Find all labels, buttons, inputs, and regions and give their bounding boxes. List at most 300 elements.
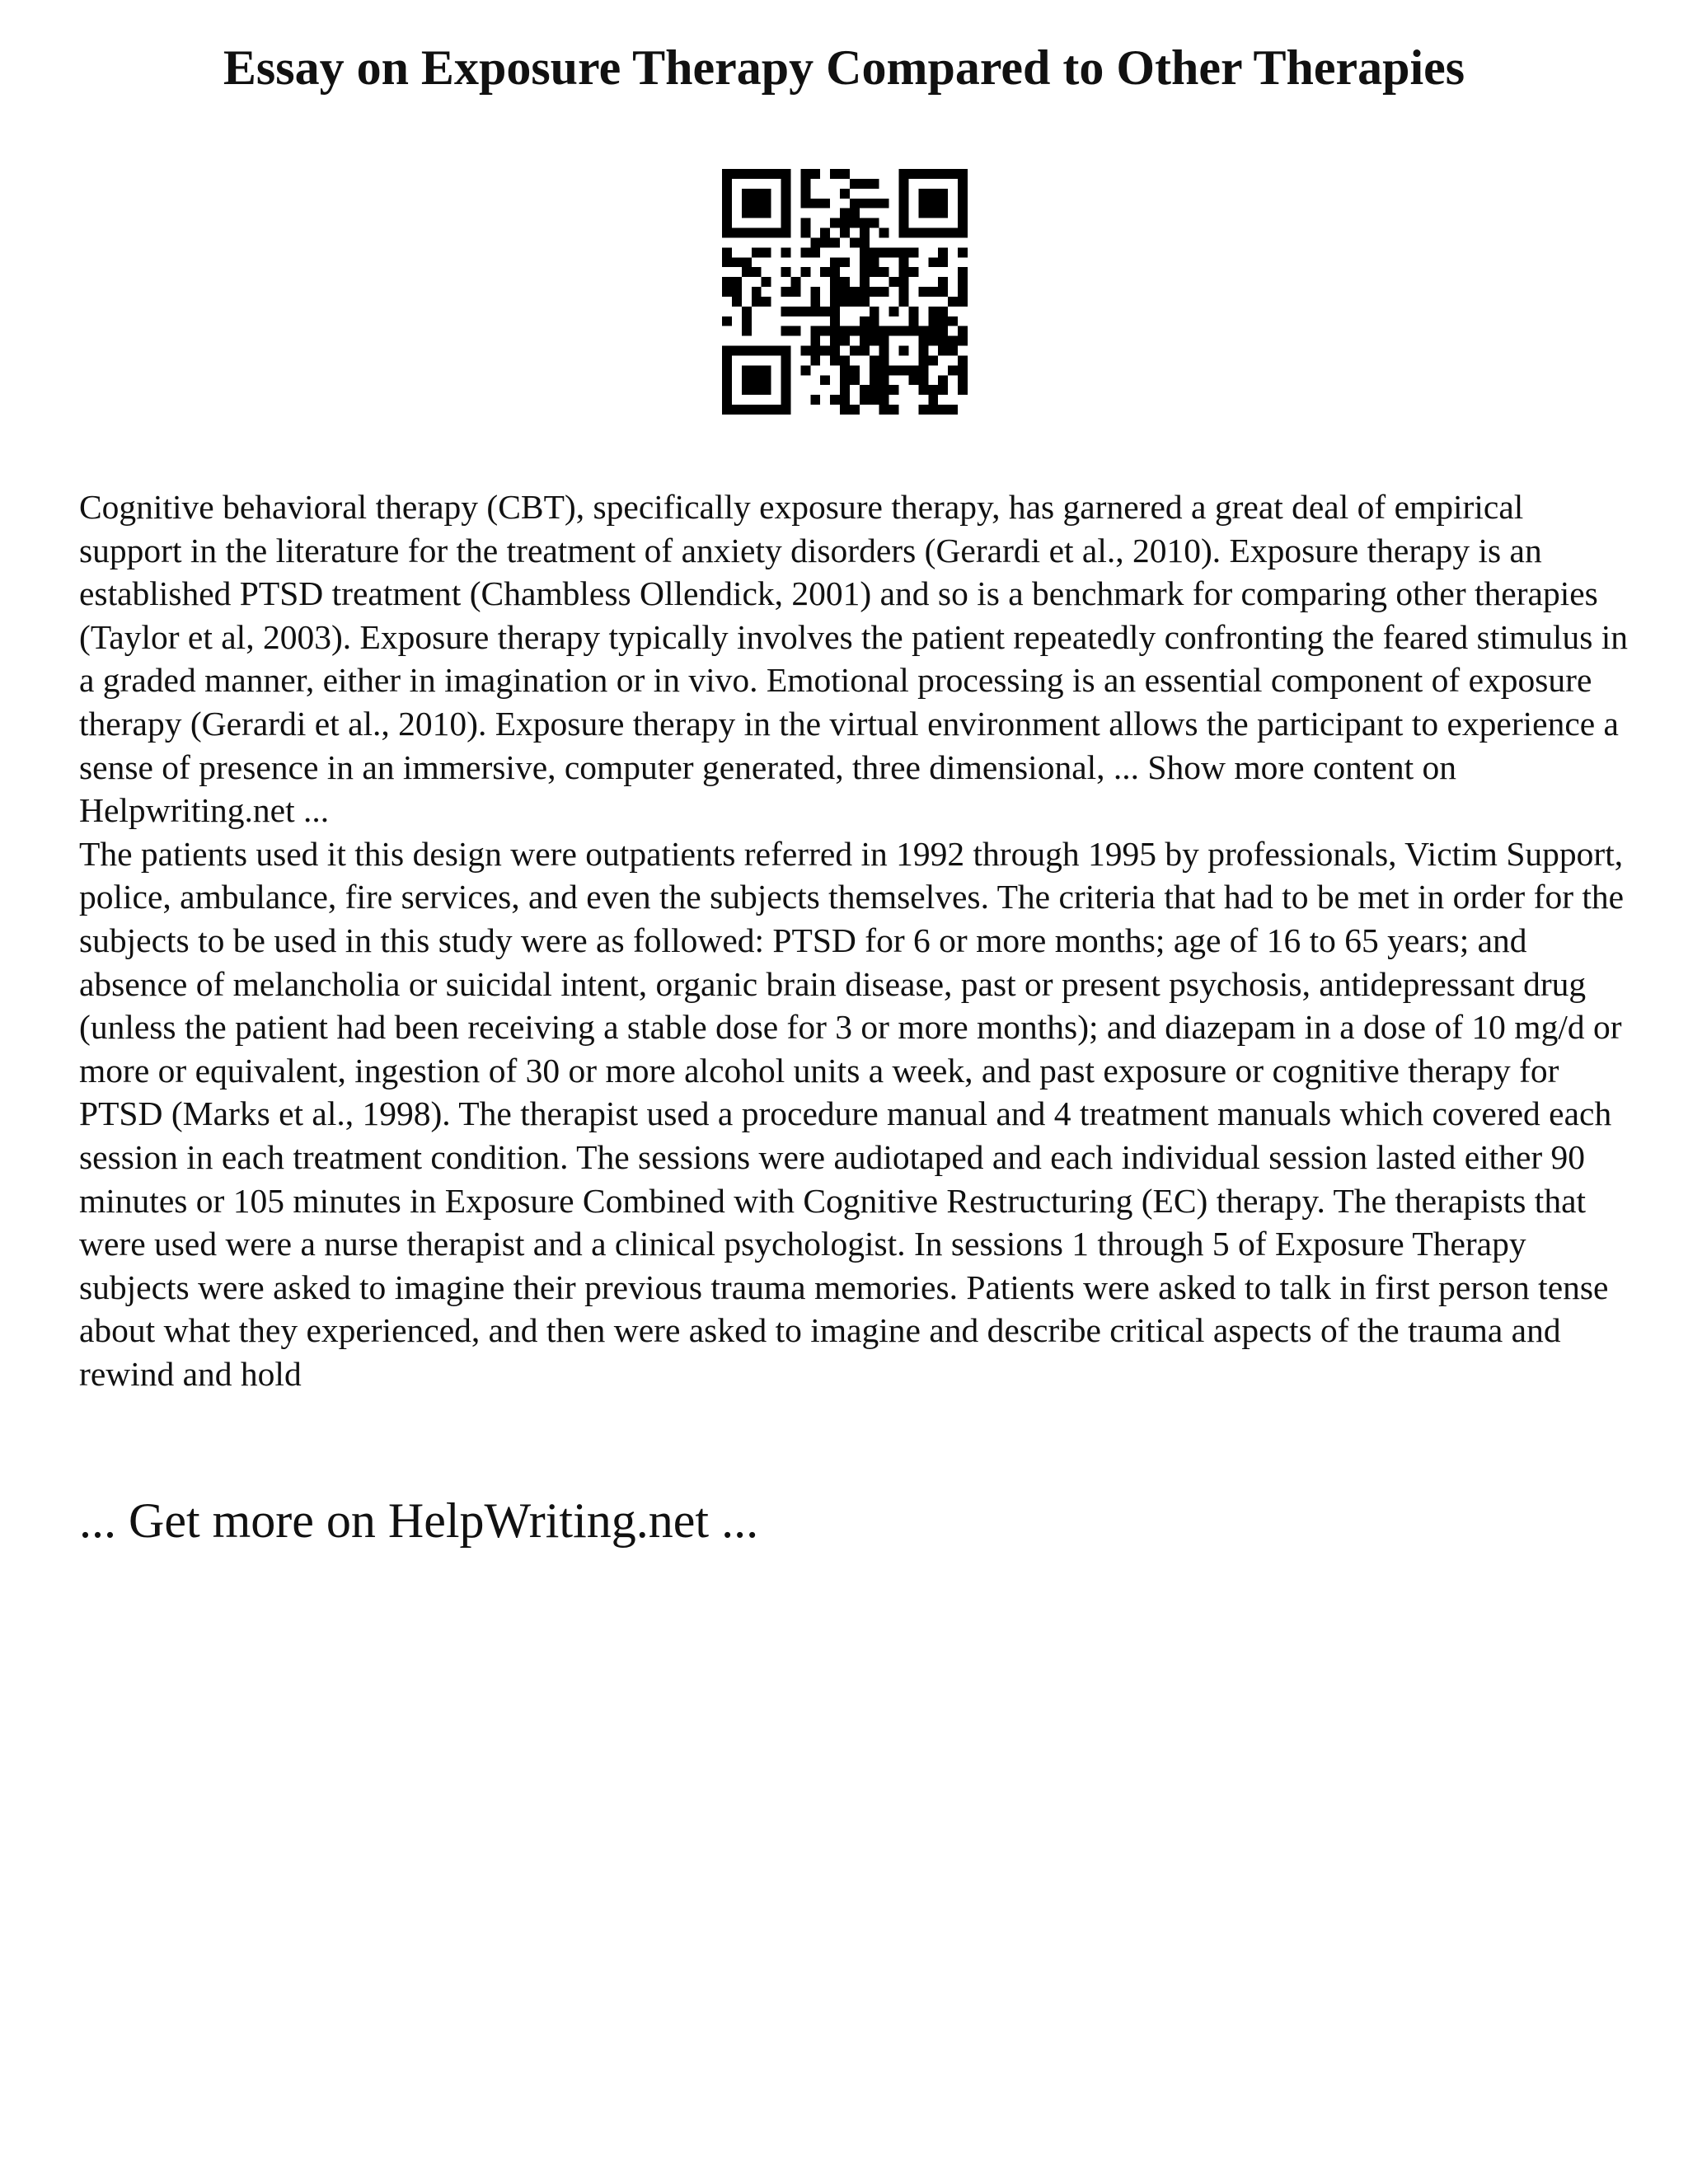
qr-module [810,169,820,179]
qr-module [722,228,732,238]
qr-module [928,385,938,395]
qr-module [830,307,840,316]
qr-module [781,267,791,277]
qr-module [918,169,928,179]
qr-module [928,209,938,218]
qr-module [908,267,918,277]
qr-module [732,169,742,179]
qr-module [928,316,938,326]
qr-module [938,228,948,238]
qr-module [958,169,968,179]
qr-module [781,199,791,209]
qr-module [938,307,948,316]
qr-module [908,247,918,257]
qr-module [899,247,909,257]
qr-module [820,375,830,385]
qr-module [860,218,870,228]
qr-module [928,189,938,199]
qr-module [722,375,732,385]
qr-module [820,228,830,238]
qr-module [850,297,860,307]
qr-module [790,307,800,316]
qr-module [889,247,899,257]
qr-module [899,209,909,218]
qr-module [840,375,850,385]
qr-module [958,297,968,307]
qr-module [830,297,840,307]
qr-module [722,277,732,287]
qr-module [908,375,918,385]
qr-module [899,346,909,356]
qr-module [722,189,732,199]
qr-module [752,405,762,415]
qr-module [810,297,820,307]
qr-module [938,336,948,346]
qr-module [742,375,752,385]
qr-module [860,228,870,238]
qr-module [830,218,840,228]
qr-module [781,179,791,189]
qr-module [860,326,870,336]
qr-module [820,267,830,277]
qr-module [732,287,742,297]
qr-module [771,405,781,415]
qr-module [752,199,762,209]
qr-module [820,326,830,336]
qr-module [742,257,752,267]
qr-module [958,199,968,209]
qr-module [948,336,958,346]
qr-module [742,326,752,336]
qr-module [879,375,889,385]
qr-module [762,199,771,209]
qr-module [830,395,840,405]
qr-module [752,297,762,307]
qr-module [889,385,899,395]
qr-module [762,169,771,179]
qr-module [781,189,791,199]
qr-module [732,297,742,307]
qr-module [899,228,909,238]
qr-module [958,179,968,189]
qr-module [879,199,889,209]
qr-module [762,365,771,375]
qr-module [879,346,889,356]
qr-module [830,277,840,287]
qr-module [958,287,968,297]
qr-module [752,189,762,199]
qr-module [762,209,771,218]
qr-module [722,385,732,395]
qr-module [722,405,732,415]
qr-module [938,189,948,199]
qr-module [800,365,810,375]
qr-module [781,307,791,316]
qr-module [850,346,860,356]
qr-module [850,326,860,336]
document-title: Essay on Exposure Therapy Compared to Other Therapies [223,40,1465,95]
qr-module [928,336,938,346]
qr-module [732,405,742,415]
qr-module [840,385,850,395]
qr-module [742,307,752,316]
qr-module [958,247,968,257]
qr-module [800,189,810,199]
qr-module [860,297,870,307]
qr-module [781,287,791,297]
qr-module [752,385,762,395]
qr-module [722,247,732,257]
qr-module [860,316,870,326]
qr-module [948,346,958,356]
qr-module [899,179,909,189]
qr-module [840,365,850,375]
qr-module [918,228,928,238]
qr-module [781,365,791,375]
qr-module [762,405,771,415]
qr-module [722,287,732,297]
qr-module [722,199,732,209]
qr-module [928,228,938,238]
qr-module [840,395,850,405]
qr-module [928,395,938,405]
qr-module [752,287,762,297]
qr-module [948,316,958,326]
qr-module [850,179,860,189]
qr-module [810,346,820,356]
qr-module [918,405,928,415]
qr-module [908,316,918,326]
qr-module [742,199,752,209]
qr-module [840,326,850,336]
qr-module [938,316,948,326]
qr-module [790,277,800,287]
qr-module [870,326,879,336]
qr-module [840,169,850,179]
qr-module [820,237,830,247]
qr-module [860,179,870,189]
qr-module [752,267,762,277]
qr-module [958,336,968,346]
qr-module [830,346,840,356]
qr-module [810,247,820,257]
qr-module [908,169,918,179]
qr-module [908,307,918,316]
qr-module [742,365,752,375]
qr-module [840,297,850,307]
qr-module [840,287,850,297]
qr-module [781,395,791,405]
qr-module [899,267,909,277]
qr-code-icon[interactable] [722,169,968,415]
qr-module [860,257,870,267]
qr-module [840,228,850,238]
qr-module [800,218,810,228]
qr-module [908,365,918,375]
qr-module [830,326,840,336]
qr-module [830,355,840,365]
qr-module [840,218,850,228]
qr-module [928,199,938,209]
get-more-link[interactable]: ... Get more on HelpWriting.net ... [79,1493,759,1548]
qr-module [752,247,762,257]
qr-module [918,375,928,385]
qr-module [938,209,948,218]
qr-module [830,287,840,297]
qr-module [938,287,948,297]
qr-module [722,395,732,405]
qr-module [938,346,948,356]
qr-module [732,257,742,267]
qr-module [722,355,732,365]
qr-module [870,385,879,395]
qr-module [840,355,850,365]
qr-module [860,346,870,356]
qr-module [762,228,771,238]
qr-module [771,228,781,238]
qr-module [781,326,791,336]
qr-module [762,277,771,287]
qr-module [810,307,820,316]
qr-module [762,297,771,307]
paragraph-1: Cognitive behavioral therapy (CBT), specifically exposure therapy, has garnered a great deal of empirical support in the literature for the treatment of anxiety disorders (Gerardi et al., 2010). Exposure therapy is an established PTSD treatment (Chambless Ollendick, 2001) and so is a benchmark for comparing other therapies (Taylor et al, 2003). Exposure therapy typically involves the patient repeatedly confronting the feared stimulus in a graded manner, either in imagination or in vivo. Emotional processing is an essential component of exposure therapy (Gerardi et al., 2010). Exposure therapy in the virtual environment allows the participant to experience a sense of presence in an immersive, computer generated, three dimensional, ... Show more content on Helpwriting.net ... [79,488,1629,830]
qr-module [899,297,909,307]
paragraph-2: The patients used it this design were outpatients referred in 1992 through 1995 by professionals, Victim Support, police, ambulance, fire services, and even the subjects themselves. The criteria that had to be met in order for the subjects to be used in this study were as followed: PTSD for 6 or more months; age of 16 to 65 years; and absence of melancholia or suicidal intent, organic brain disease, past or present psychosis, antidepressant drug (unless the patient had been receiving a stable dose for 3 or more months); and diazepam in a dose of 10 mg/d or more or equivalent, ingestion of 30 or more alcohol units a week, and past exposure or cognitive therapy for PTSD (Marks et al., 1998). The therapist used a procedure manual and 4 treatment manuals which covered each session in each treatment condition. The sessions were audiotaped and each individual session lasted either 90 minutes or 105 minutes in Exposure Combined with Cognitive Restructuring (EC) therapy. The therapists that were used were a nurse therapist and a clinical psychologist. In sessions 1 through 5 of Exposure Therapy subjects were asked to imagine their previous trauma memories. Patients were asked to talk in first person tense about what they experienced, and then were asked to imagine and describe critical aspects of the trauma and rewind and hold [79,834,1625,1393]
qr-module [752,375,762,385]
qr-module [810,336,820,346]
qr-module [958,326,968,336]
qr-module [879,326,889,336]
qr-module [899,257,909,267]
qr-module [879,365,889,375]
qr-module [879,267,889,277]
qr-module [850,375,860,385]
qr-module [899,169,909,179]
qr-module [948,169,958,179]
qr-module [889,326,899,336]
qr-module [781,247,791,257]
qr-module [870,336,879,346]
qr-module [958,365,968,375]
essay-body [79,485,1629,1395]
qr-module [840,257,850,267]
qr-module [810,199,820,209]
qr-module [948,365,958,375]
qr-module [879,395,889,405]
qr-module [850,218,860,228]
qr-module [742,346,752,356]
qr-module [850,199,860,209]
qr-module [958,277,968,287]
qr-module [879,405,889,415]
qr-module [722,346,732,356]
qr-module [810,237,820,247]
qr-module [899,326,909,336]
qr-module [870,375,879,385]
qr-module [899,218,909,228]
qr-module [870,179,879,189]
qr-module [918,365,928,375]
qr-module [889,365,899,375]
qr-module [800,228,810,238]
qr-module [781,405,791,415]
qr-module [800,267,810,277]
qr-module [762,247,771,257]
qr-module [870,355,879,365]
qr-module [938,405,948,415]
qr-module [771,346,781,356]
qr-module [899,189,909,199]
qr-module [762,375,771,385]
qr-module [722,257,732,267]
qr-module [879,228,889,238]
qr-module [781,218,791,228]
qr-module [918,326,928,336]
qr-module [850,209,860,218]
qr-module [722,218,732,228]
qr-module [781,346,791,356]
qr-module [918,336,928,346]
qr-module [918,385,928,395]
qr-module [800,247,810,257]
qr-module [928,405,938,415]
qr-module [840,336,850,346]
qr-module [722,209,732,218]
qr-module [958,189,968,199]
qr-module [781,385,791,395]
qr-module [948,405,958,415]
qr-module [820,307,830,316]
qr-module [958,375,968,385]
qr-module [889,405,899,415]
qr-module [800,179,810,189]
qr-module [938,277,948,287]
qr-module [860,247,870,257]
qr-module [928,169,938,179]
qr-module [771,169,781,179]
qr-module [762,346,771,356]
qr-module [899,365,909,375]
qr-module [870,247,879,257]
qr-module [752,169,762,179]
qr-module [830,267,840,277]
qr-module [918,355,928,365]
qr-module [879,287,889,297]
qr-module [899,287,909,297]
qr-module [850,287,860,297]
qr-module [810,355,820,365]
qr-module [800,199,810,209]
qr-module [830,237,840,247]
qr-module [742,189,752,199]
qr-module [810,287,820,297]
qr-module [752,346,762,356]
qr-module [830,169,840,179]
qr-module [752,365,762,375]
qr-module [742,385,752,395]
qr-module [918,287,928,297]
qr-module [948,297,958,307]
qr-module [810,326,820,336]
qr-module [958,228,968,238]
qr-module [732,346,742,356]
qr-module [830,316,840,326]
qr-module [958,355,968,365]
qr-module [800,307,810,316]
qr-module [860,267,870,277]
qr-module [762,189,771,199]
qr-module [860,395,870,405]
qr-module [938,199,948,209]
qr-module [879,355,889,365]
qr-module [870,365,879,375]
qr-module [870,395,879,405]
qr-module [810,395,820,405]
qr-module [732,228,742,238]
qr-module [762,385,771,395]
qr-module [958,385,968,395]
qr-module [860,237,870,247]
qr-module [742,316,752,326]
qr-module [870,316,879,326]
qr-module [908,326,918,336]
qr-module [781,228,791,238]
qr-module [860,385,870,395]
qr-module [938,385,948,395]
qr-module [820,346,830,356]
qr-module [938,375,948,385]
qr-module [889,307,899,316]
qr-module [918,209,928,218]
qr-module [870,218,879,228]
qr-module [752,228,762,238]
qr-module [840,277,850,287]
qr-module [899,199,909,209]
qr-module [752,209,762,218]
qr-module [742,267,752,277]
qr-module [879,336,889,346]
qr-module [722,316,732,326]
qr-module [742,169,752,179]
qr-module [928,257,938,267]
qr-module [850,365,860,375]
qr-module [938,326,948,336]
qr-module [850,237,860,247]
qr-module [879,247,889,257]
qr-module [742,228,752,238]
qr-module [918,346,928,356]
qr-module [860,199,870,209]
qr-module [790,326,800,336]
qr-module [870,199,879,209]
qr-module [928,326,938,336]
qr-module [938,257,948,267]
qr-module [860,336,870,346]
qr-module [860,277,870,287]
qr-module [908,228,918,238]
qr-module [938,169,948,179]
qr-module [928,307,938,316]
qr-module [870,307,879,316]
qr-module [800,346,810,356]
qr-module [958,267,968,277]
qr-module [958,209,968,218]
qr-module [781,209,791,218]
qr-module [870,267,879,277]
qr-module [781,169,791,179]
qr-module [899,277,909,287]
qr-module [870,257,879,267]
